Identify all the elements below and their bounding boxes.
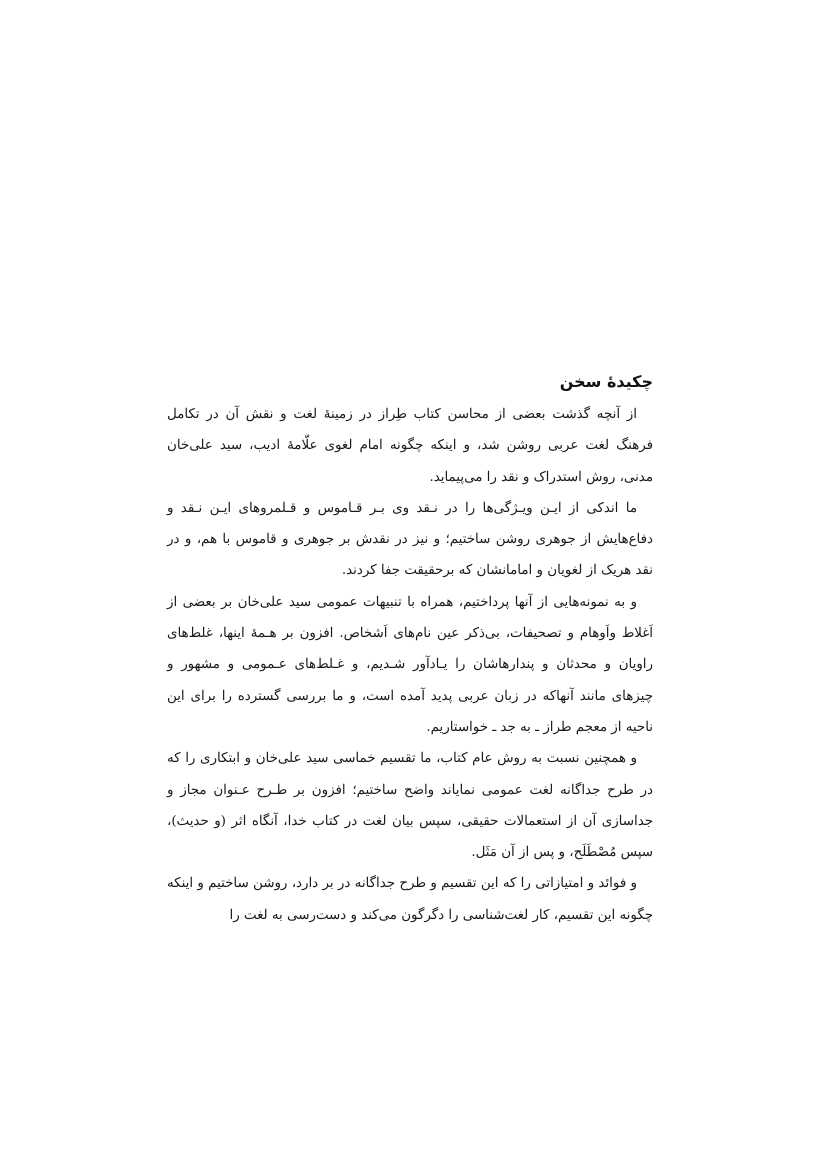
paragraph-5: و فوائد و امتیازاتی را که این تقسیم و طرح جداگانه در بر دارد، روشن ساختیم و اینکه چگونه این تقسیم، کار لغت‌شناسی را دگرگون می‌کند و دست‌رسی به لغت را bbox=[167, 876, 653, 923]
paragraph-1: از آنچه گذشت بعضی از محاسن کتاب طِراز در زمینهٔ لغت و نقش آن در تکامل فرهنگ لغت عربی روشن شد، و اینکه چگونه امام لغوی علّامهٔ ادیب، سید علی‌خان مدنی، روش استدراک و نقد را می‌پیماید. bbox=[167, 407, 653, 485]
paragraph-2: ما اندکی از ایـن ویـژگی‌ها را در نـقد وی بـر قـاموس و قـلمروهای ایـن نـقد و دفاع‌هایش از جوهری روشن ساختیم؛ و نیز در نقدش بر جوهری و قاموس با هم، و در نقد هریک از لغویان و امامانشان که برحقیقت جفا کردند. bbox=[167, 500, 653, 579]
paragraph-4: و همچنین نسبت به روش عام کتاب، ما تقسیم خماسی سید علی‌خان و ابتکاری را که در طرح جداگانه لغت عمومی نمایاند واضح ساختیم؛ افزون بر طـرح عـنوان مجاز و جداسازی آن از استعمالات حقیقی، سپس بیان لغت در کتاب خدا، آنگاه اثر (و حدیث)، سپس مُصْطَلَح، و پس از آن مَثَل. bbox=[167, 751, 653, 861]
summary-section bbox=[167, 367, 653, 931]
paragraph-3: و به نمونه‌هایی از آنها پرداختیم، همراه با تنبیهات عمومی سید علی‌خان بر بعضی از اَغلاط واَوهام و تصحیفات، بی‌ذکر عین نام‌های اَشخاص. افزون بر هـمهٔ اینها، غلط‌های راویان و محدثان و پندارهاشان را یـادآور شـدیم، و غـلط‌های عـمومی و مشهور و چیزهای مانند آنهاکه در زبان عربی پدید آمده است، و ما بررسی گسترده را برای این ناحیه از معجم طراز ـ به جد ـ خواستاریم. bbox=[167, 594, 653, 735]
section-heading: چکیدهٔ سخن bbox=[559, 372, 653, 391]
